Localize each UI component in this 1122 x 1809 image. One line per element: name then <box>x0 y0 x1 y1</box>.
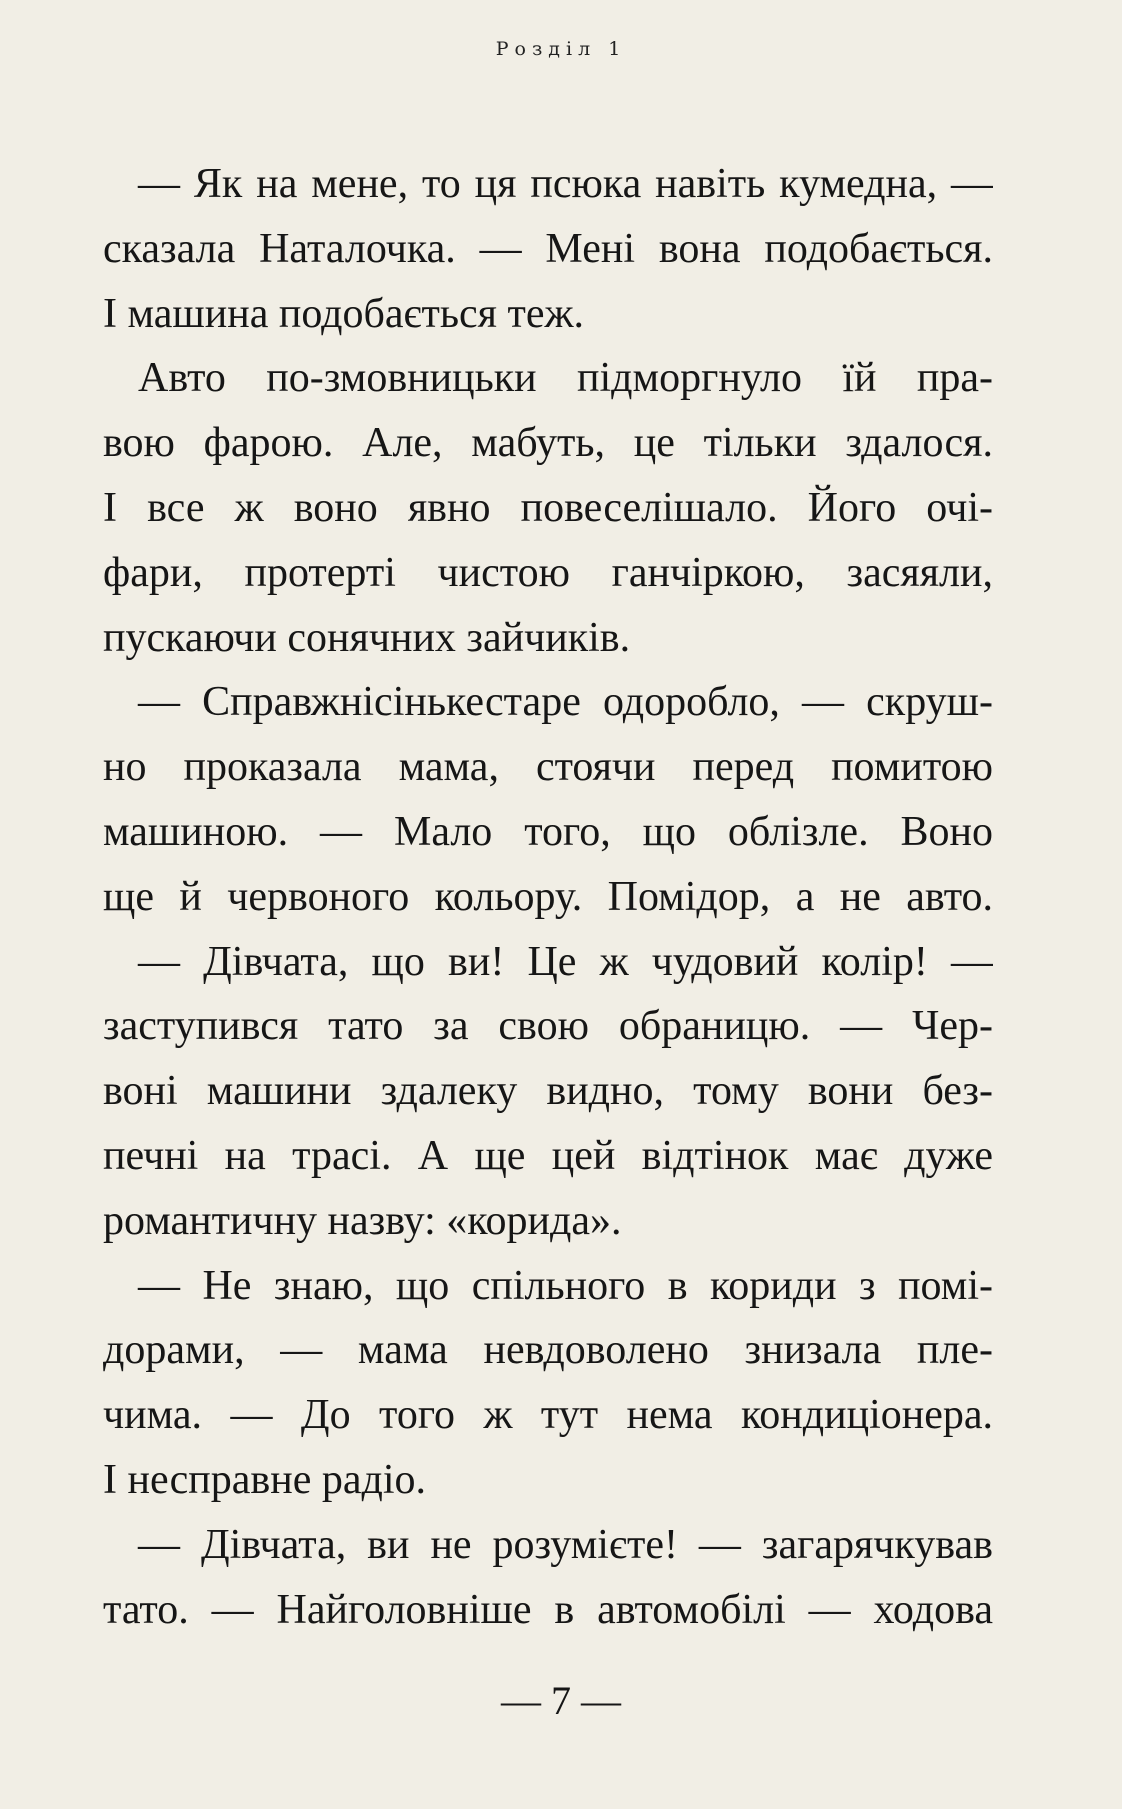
text-line-6: І все ж воно явно повеселішало. Його очі- <box>103 484 993 531</box>
text-line-3: І машина подобається теж. <box>103 290 585 337</box>
text-line-22: — Дівчата, ви не розумієте! — загарячкував <box>138 1521 993 1568</box>
text-line-1: — Як на мене, то ця псюка навіть кумедна, — <box>138 161 993 207</box>
body-text <box>103 152 993 1642</box>
text-line-13: — Дівчата, що ви! Це ж чудовий колір! — <box>138 938 993 985</box>
text-line-4: Авто по-змовницьки підморгнуло їй пра- <box>138 355 993 402</box>
text-line-12: ще й червоного кольору. Помідор, а не авто. <box>103 873 993 920</box>
text-line-8: пускаючи сонячних зайчиків. <box>103 614 631 661</box>
text-line-16: печні на трасі. А ще цей відтінок має дуже <box>103 1132 993 1179</box>
text-line-10: но проказала мама, стоячи перед помитою <box>103 744 993 791</box>
text-line-2: сказала Наталочка. — Мені вона подобається. <box>103 225 993 272</box>
text-line-21: І несправне радіо. <box>103 1456 427 1503</box>
text-line-14: заступився тато за свою обраницю. — Чер- <box>103 1003 993 1050</box>
text-line-7: фари, протерті чистою ганчіркою, засяяли, <box>103 549 993 596</box>
running-head: Розділ 1 <box>495 38 627 60</box>
text-line-19: дорами, — мама невдоволено знизала пле- <box>103 1327 993 1374</box>
text-line-17: романтичну назву: «корида». <box>103 1197 622 1244</box>
text-line-5: вою фарою. Але, мабуть, це тільки здалося. <box>103 420 993 467</box>
text-line-15: воні машини здалеку видно, тому вони без- <box>103 1068 993 1115</box>
text-line-20: чима. — До того ж тут нема кондиціонера. <box>103 1392 993 1439</box>
text-line-18: — Не знаю, що спільного в кориди з помі- <box>138 1262 993 1309</box>
text-line-11: машиною. — Мало того, що облізле. Воно <box>103 808 993 855</box>
page-number: — 7 — <box>501 1678 621 1723</box>
text-line-23: тато. — Найголовніше в автомобілі — ходова <box>103 1586 993 1633</box>
text-line-9: — Справжнісінькестаре одоробло, — скруш- <box>138 679 993 726</box>
